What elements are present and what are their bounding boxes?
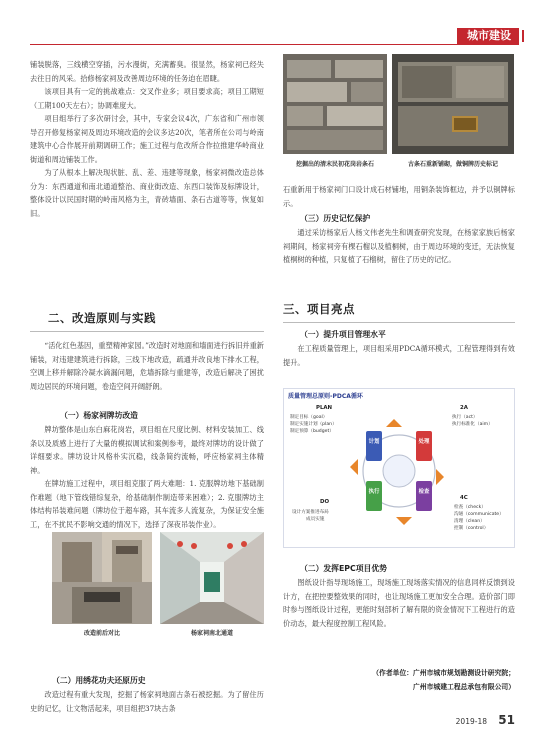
paragraph: 图纸设计指导现场施工，现场施工现场落实情况的信息同样反馈到设计方，在把控要整效果的同时，也让现场施工更加安全合理。造价部门即时参与图纸设计过程，更能时刻部析了解有限的资金情况下工程进行的造价动态，最大程度控制工程风险。 [283, 578, 515, 628]
subsection-heading: （三）历史记忆保护 [300, 214, 371, 223]
pdca-do-item: 设计方案推进布局 [292, 510, 329, 515]
sub3-text [283, 226, 515, 267]
page-number: 51 [498, 713, 515, 727]
photo-gate-before-after [52, 532, 152, 624]
sub4-text [283, 342, 515, 369]
left-intro-text [30, 58, 264, 220]
photo-granite-stones [283, 54, 387, 154]
sub1-text [30, 423, 264, 531]
pdca-check-label: 4C [460, 495, 468, 501]
pdca-act-item: 执行标准化（aim） [452, 422, 493, 427]
heading-rule [283, 322, 515, 323]
pdca-plan-label: PLAN [316, 405, 333, 411]
pdca-arrow [436, 469, 444, 485]
pdca-plan-item: 制定目标（goal） [290, 415, 328, 420]
photo-north-south-passage [160, 532, 264, 624]
subsection-heading: （二）发挥EPC项目优势 [300, 564, 387, 573]
pdca-do-item: 成员实施 [306, 517, 325, 522]
paragraph: 在牌坊施工过程中，项目组克服了两大难题：1. 克服牌坊地下基础制作难题（地下管线错综复杂，给基础制作制造带来困难）；2. 克服牌坊主体结构吊装难问题（牌坊位于超车路，其车流多人流复杂，为保证安全施工，在不扰民不影响交通的情况下，选择了深夜吊装作业）。 [30, 479, 264, 529]
paragraph: 铺装脱落，三线横空穿插，污水漫街，充满蓄臭。很显然，杨家祠已经失去往日的风采。拾修杨家祠及改善周边环境的任务迫在眉睫。 [30, 60, 264, 83]
paragraph: “活化红色基因，重塑精神家园。”改造时对地面和墙面进行拆旧并重新铺装，对违建建筑进行拆除，三线下地改造，疏通并改良地下排水工程，空调上移并解除冷凝水滴漏问题，危墙拆除与重建等，改造后解决了困扰周边居民的环境问题，卷造空间开阔舒朗。 [30, 341, 264, 391]
sub2-text [30, 688, 264, 715]
pdca-check-item: 清理（clean） [454, 519, 485, 524]
pdca-quad-word: 计划 [368, 439, 380, 445]
pdca-check-item: 检查（check） [454, 505, 486, 510]
heading-rule [30, 331, 264, 332]
pdca-do-label: DO [320, 499, 330, 505]
pdca-quad-word: 执行 [368, 489, 380, 495]
pdca-diagram [283, 388, 515, 548]
pdca-do-bar [366, 481, 382, 511]
pdca-act-item: 执行（act） [452, 415, 478, 420]
section-heading: 三、项目亮点 [283, 302, 355, 316]
pdca-title: 质量管理总原则-PDCA循环 [288, 393, 363, 400]
pdca-plan-bar [366, 431, 382, 461]
pdca-act-bar [416, 431, 432, 461]
photo-caption: 古条石重新铺砌，做铜牌历史标记 [407, 161, 498, 168]
paragraph: 石重新用于杨家祠门口设计成石材铺地，用铜条装饰框边，并予以铜牌标示。 [283, 185, 515, 208]
author-line: 广州市城建工程总承包有限公司） [413, 683, 515, 691]
pdca-plan-item: 制定实施计划（plan） [290, 422, 337, 427]
pdca-arrow [396, 517, 412, 525]
pdca-check-bar [416, 481, 432, 511]
photo-caption: 改造前后对比 [83, 630, 120, 637]
section-heading: 二、改造原则与实践 [48, 311, 156, 325]
paragraph: 改造过程有重大发现，挖掘了杨家祠地面古条石被挖掘。为了留住历史的记忆，让文物活起来，项目组把37块古条 [30, 690, 264, 713]
pdca-plan-item: 制定预算（budget） [290, 429, 334, 434]
author-affiliation [283, 666, 515, 694]
subsection-heading: （一）提升项目管理水平 [300, 330, 386, 339]
paragraph: 牌坊整体是山东白麻花岗岩，项目组在尺度比例、材料安装加工、线条以及质感上进行了大量的模拟调试和案例参考，最终对牌坊的设计做了详细要求。牌坊设计风格朴实沉稳，线条简约流畅，呼应杨家祠主体精神。 [30, 425, 264, 475]
right-continued-text [283, 183, 515, 210]
photo-caption: 杨家祠南北通道 [190, 630, 233, 637]
pdca-act-label: 2A [460, 405, 468, 411]
paragraph: 项目组举行了多次研讨会，其中，专家会议4次，广东省和广州市领导召开修复杨家祠及周边环境改造的会议多达20次，笔者所在公司与岭南建筑中心合作展开前期调研工作；施工过程与危改所合作拉推建华岭商业街道和周边铺装工作。 [30, 114, 264, 164]
issue-number: 2019-18 [455, 717, 487, 726]
sub5-text [283, 576, 515, 630]
photo-caption: 挖掘出的清末民初花岗岩条石 [295, 161, 374, 168]
pdca-quad-word: 检查 [418, 489, 430, 495]
subsection-heading: （二）用绣花功夫还原历史 [52, 676, 146, 685]
paragraph: 在工程质量管理上，项目组采用PDCA循环模式，工程管理得到有效提升。 [283, 344, 515, 367]
paragraph: 通过采访杨家后人杨文伟老先生和调查研究发现，在杨家家族后杨家祠期间，杨家祠旁有棵石榴以及植桐树，由于周边环境的变迁，无法恢复植桐树的种植，只复植了石榴树，留住了历史的记忆。 [283, 228, 515, 264]
photo-relaid-stones [392, 54, 514, 154]
section2-intro-text [30, 339, 264, 393]
pdca-check-item: 沟通（communicate） [454, 512, 504, 517]
pdca-arrow [386, 419, 402, 427]
header-rule [30, 44, 519, 45]
section-tab: 城市建设 [457, 28, 519, 44]
author-line: （作者单位：广州市城市规划勘测设计研究院； [372, 669, 515, 677]
pdca-quad-word: 处理 [418, 439, 430, 445]
paragraph: 该项目具有一定的挑战难点：交叉作业多；项目要求高；项目工期短（工期100天左右）；协调难度大。 [30, 87, 264, 110]
pdca-check-item: 控制（control） [454, 526, 489, 531]
subsection-heading: （一）杨家祠牌坊改造 [60, 411, 138, 420]
paragraph: 为了从根本上解决现状脏、乱、差、违建等现象，杨家祠微改造总体分为：东西通道和南北通道整治、商业街改造、东西口装饰及标牌设计，整体设计以民国时期的岭南风格为主，青砖墙面、条石古道等等，恢复如旧。 [30, 168, 264, 218]
pdca-arrow [350, 459, 358, 475]
